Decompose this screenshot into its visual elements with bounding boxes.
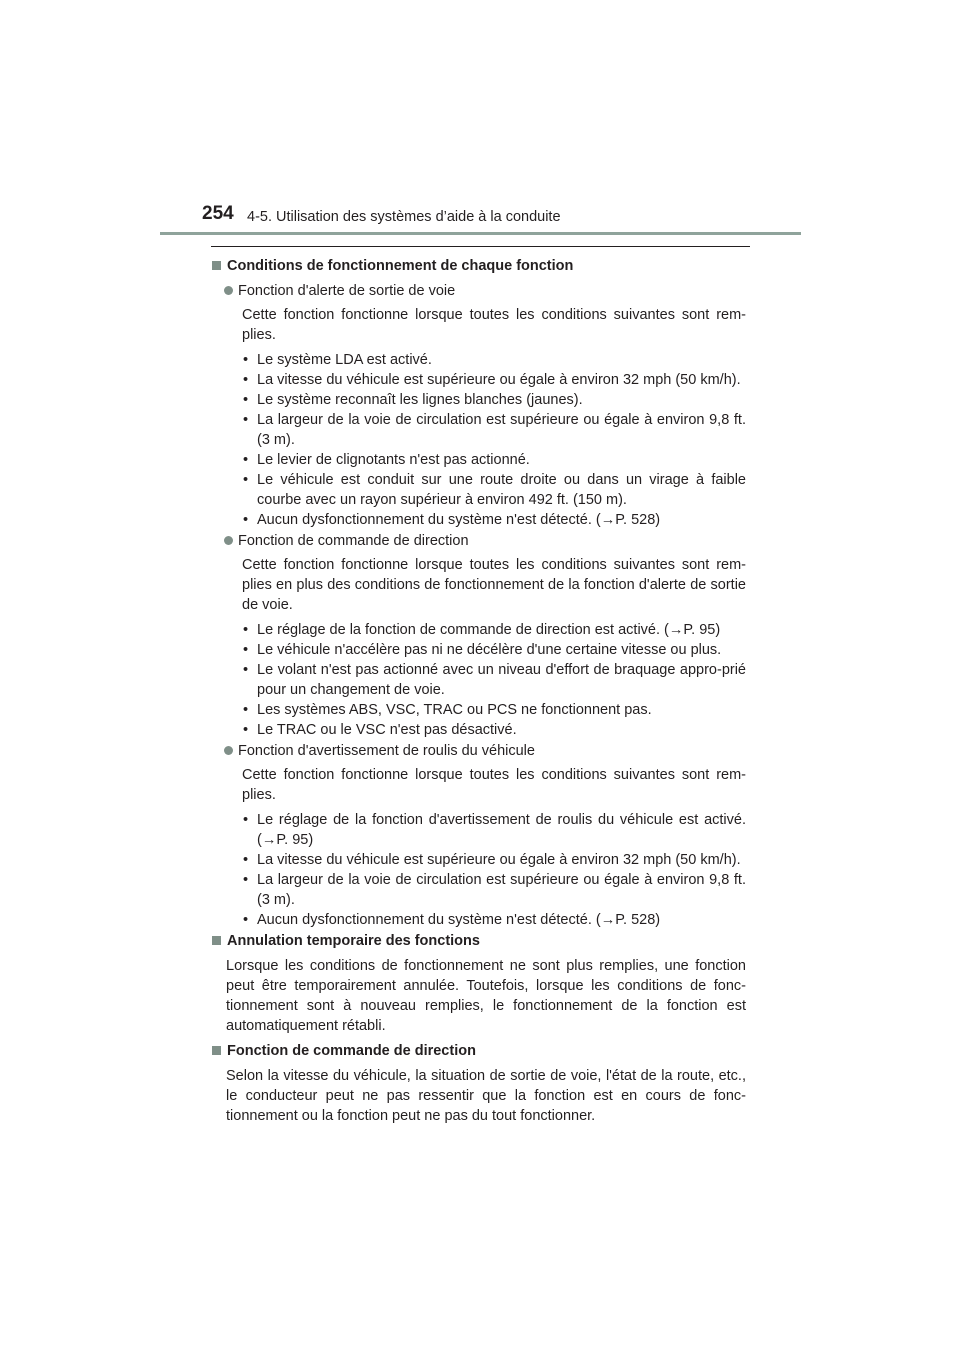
list-item: • Aucun dysfonctionnement du système n'est détecté. (→P. 528) — [242, 510, 746, 530]
round-bullet-icon — [224, 746, 233, 755]
subsection-heading-text: Fonction d'avertissement de roulis du véhicule — [238, 743, 535, 759]
round-bullet-icon — [224, 536, 233, 545]
page-content — [211, 256, 746, 1131]
condition-list — [211, 620, 746, 740]
subsection-heading — [211, 741, 746, 761]
chapter-section-title: 4-5. Utilisation des systèmes d’aide à la conduite — [247, 209, 561, 225]
list-item: • Aucun dysfonctionnement du système n'est détecté. (→P. 528) — [242, 910, 746, 930]
condition-list — [211, 810, 746, 930]
square-bullet-icon — [212, 261, 221, 270]
list-item: • Le volant n'est pas actionné avec un niveau d'effort de braquage appro-prié pour un changement de voie. — [242, 660, 746, 700]
section-paragraph: Lorsque les conditions de fonctionnement ne sont plus remplies, une fonction peut être temporairement annulée. Toutefois, lorsque les conditions de fonc-tionnement sont à nouveau remplies, le fonctionnement de la fonction est automatiquement rétabli. — [226, 958, 746, 1034]
subsection-heading-text: Fonction de commande de direction — [238, 533, 469, 549]
subsection-heading — [211, 281, 746, 301]
subsection-heading — [211, 531, 746, 551]
round-bullet-icon — [224, 286, 233, 295]
section-heading — [211, 256, 746, 276]
list-item: • Le véhicule est conduit sur une route droite ou dans un virage à faible courbe avec un rayon supérieur à environ 492 ft. (150 m). — [242, 470, 746, 510]
section-heading — [211, 1041, 746, 1061]
list-item: • Le système LDA est activé. — [242, 350, 746, 370]
list-item: • Les systèmes ABS, VSC, TRAC ou PCS ne fonctionnent pas. — [242, 700, 746, 720]
section-heading-text: Fonction de commande de direction — [227, 1043, 476, 1059]
condition-list — [211, 350, 746, 530]
list-item: • Le véhicule n'accélère pas ni ne décélère d'une certaine vitesse ou plus. — [242, 640, 746, 660]
list-item: • La largeur de la voie de circulation est supérieure ou égale à environ 9,8 ft. (3 m). — [242, 410, 746, 450]
list-item: • La vitesse du véhicule est supérieure ou égale à environ 32 mph (50 km/h). — [242, 850, 746, 870]
section-heading-text: Conditions de fonctionnement de chaque fonction — [227, 258, 574, 274]
section-heading — [211, 931, 746, 951]
subsection-intro: Cette fonction fonctionne lorsque toutes les conditions suivantes sont rem-plies. — [242, 307, 746, 343]
section-heading-text: Annulation temporaire des fonctions — [227, 933, 480, 949]
subsection-intro: Cette fonction fonctionne lorsque toutes les conditions suivantes sont rem-plies en plus des conditions de fonctionnement de la fonction d'alerte de sortie de voie. — [242, 557, 746, 613]
square-bullet-icon — [212, 1046, 221, 1055]
list-item: • Le TRAC ou le VSC n'est pas désactivé. — [242, 720, 746, 740]
list-item: • Le réglage de la fonction de commande de direction est activé. (→P. 95) — [242, 620, 746, 640]
content-top-rule — [211, 246, 750, 247]
list-item: • Le réglage de la fonction d'avertissement de roulis du véhicule est activé. (→P. 95) — [242, 810, 746, 850]
list-item: • La vitesse du véhicule est supérieure ou égale à environ 32 mph (50 km/h). — [242, 370, 746, 390]
page-number: 254 — [202, 203, 234, 224]
list-item: • Le levier de clignotants n'est pas actionné. — [242, 450, 746, 470]
subsection-intro: Cette fonction fonctionne lorsque toutes les conditions suivantes sont rem-plies. — [242, 767, 746, 803]
section-paragraph: Selon la vitesse du véhicule, la situation de sortie de voie, l'état de la route, etc., le conducteur peut ne pas ressentir que la fonction est en cours de fonc-tionnement ou la fonction peut ne pas du tout fonctionner. — [226, 1068, 746, 1124]
subsection-heading-text: Fonction d'alerte de sortie de voie — [238, 283, 456, 299]
list-item: • La largeur de la voie de circulation est supérieure ou égale à environ 9,8 ft. (3 m). — [242, 870, 746, 910]
header-rule — [160, 232, 801, 235]
square-bullet-icon — [212, 936, 221, 945]
list-item: • Le système reconnaît les lignes blanches (jaunes). — [242, 390, 746, 410]
